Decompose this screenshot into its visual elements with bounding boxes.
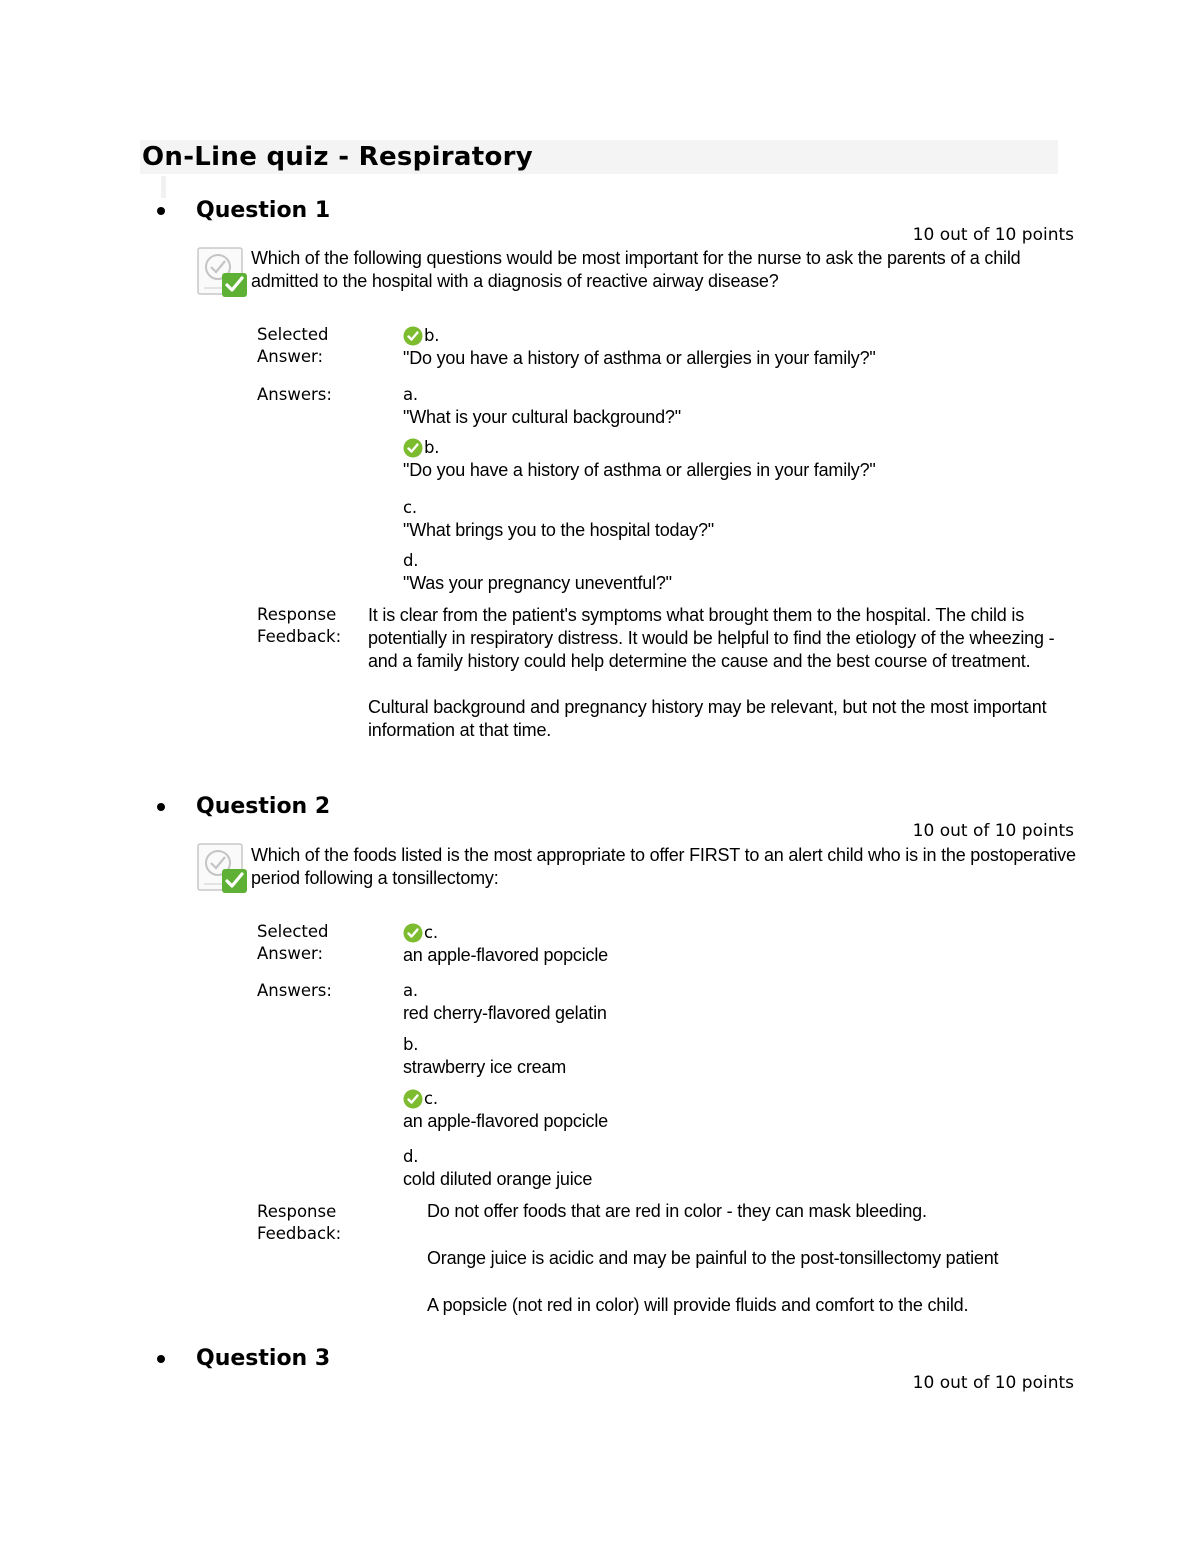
answer-letter: d. [403,1147,419,1166]
selected-answer-letter: b. [424,326,440,345]
answer-text: strawberry ice cream [403,1057,567,1077]
question-points: 10 out of 10 points [912,225,1074,245]
answers-label: Answers: [257,385,332,404]
answer-letter: c. [424,1089,438,1108]
answer-option-d [403,550,1083,595]
feedback-paragraph: It is clear from the patient's symptoms what brought them to the hospital. The child is potentially in respiratory distress. It would be helpful to find the etiology of the wheezing - and a family history could help determine the cause and the best course of treatment. [368,605,1055,671]
selected-answer-text: "Do you have a history of asthma or allergies in your family?" [403,348,876,368]
selected-answer-letter: c. [424,923,438,942]
feedback-paragraph: A popsicle (not red in color) will provide fluids and comfort to the child. [427,1295,969,1315]
answer-letter: a. [403,981,418,1000]
answer-text: "What is your cultural background?" [403,407,681,427]
selected-answer [403,325,1083,370]
selected-answer-label: Selected Answer: [257,325,329,366]
question-text: Which of the foods listed is the most appropriate to offer FIRST to an alert child who is in the postoperative period following a tonsillectomy: [251,845,1076,888]
answers-label: Answers: [257,981,332,1000]
answer-option-c [403,497,1083,542]
answer-letter: d. [403,551,419,570]
feedback-paragraph: Orange juice is acidic and may be painful to the post-tonsillectomy patient [427,1248,999,1268]
bullet-icon [157,1355,165,1363]
correct-check-icon [403,438,423,458]
selected-answer-label: Selected Answer: [257,922,329,963]
answer-text: "Do you have a history of asthma or allergies in your family?" [403,460,876,480]
correct-check-icon [403,923,423,943]
page-title: On-Line quiz - Respiratory [142,142,534,172]
answer-text: "Was your pregnancy uneventful?" [403,573,672,593]
answer-option-d [403,1146,1083,1191]
response-feedback-label: Response Feedback: [257,1202,342,1243]
answer-option-c [403,1088,1083,1133]
answer-letter: b. [403,1035,419,1054]
feedback-paragraph: Do not offer foods that are red in color - they can mask bleeding. [427,1201,927,1221]
answer-letter: a. [403,385,418,404]
selected-answer-text: an apple-flavored popcicle [403,945,608,965]
response-feedback [368,604,1080,742]
selected-answer [403,922,1083,967]
question-title: Question 1 [196,198,331,223]
question-text: Which of the following questions would be most important for the nurse to ask the parents of a child admitted to the hospital with a diagnosis of reactive airway disease? [251,248,1021,291]
correct-check-icon [403,1089,423,1109]
question-points: 10 out of 10 points [912,1373,1074,1393]
answer-letter: b. [424,438,440,457]
answer-text: an apple-flavored popcicle [403,1111,608,1131]
answer-option-b [403,437,1083,482]
bullet-icon [157,803,165,811]
question-title: Question 2 [196,794,331,819]
title-divider [161,176,166,198]
correct-graded-icon [196,842,248,894]
answer-text: cold diluted orange juice [403,1169,593,1189]
response-feedback [427,1200,1087,1317]
answer-letter: c. [403,498,417,517]
correct-check-icon [403,326,423,346]
question-title: Question 3 [196,1346,331,1371]
bullet-icon [157,207,165,215]
question-points: 10 out of 10 points [912,821,1074,841]
answer-text: "What brings you to the hospital today?" [403,520,714,540]
response-feedback-label: Response Feedback: [257,605,342,646]
correct-graded-icon [196,246,248,298]
answer-option-a [403,384,1083,429]
answer-text: red cherry-flavored gelatin [403,1003,607,1023]
feedback-paragraph: Cultural background and pregnancy history may be relevant, but not the most important information at that time. [368,697,1047,740]
answer-option-a [403,980,1083,1025]
answer-option-b [403,1034,1083,1079]
